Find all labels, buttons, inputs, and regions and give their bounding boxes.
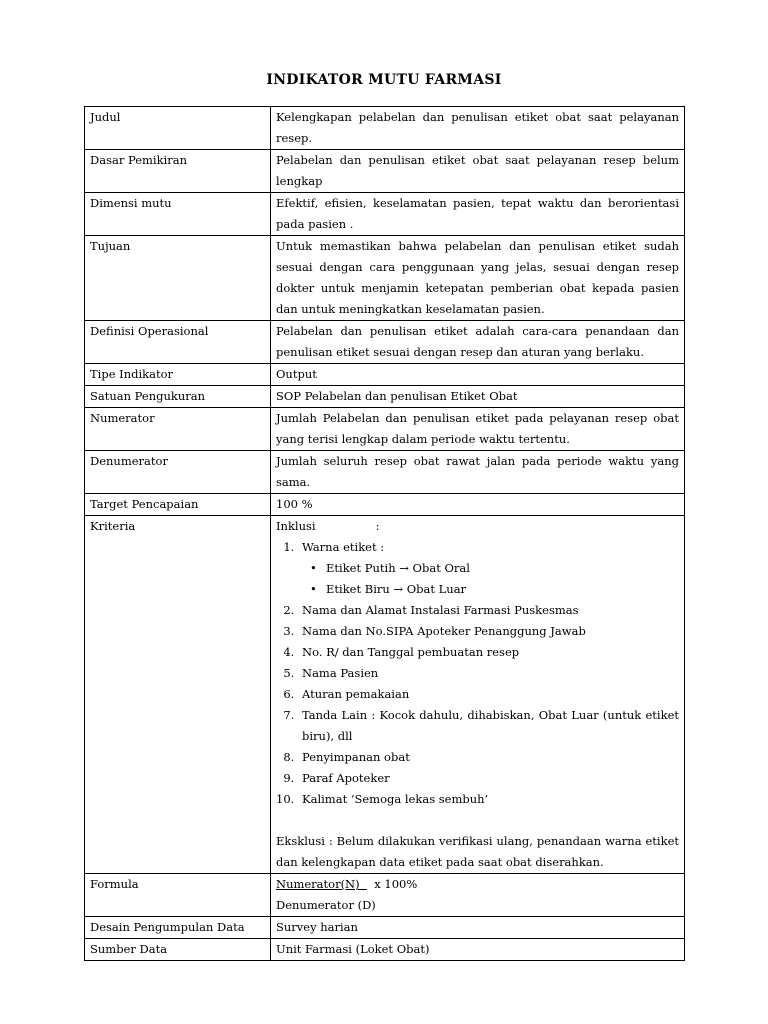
indicator-table [84, 106, 685, 961]
row-label-desain-pengumpulan-data: Desain Pengumpulan Data [85, 917, 271, 939]
row-label-tipe-indikator: Tipe Indikator [85, 364, 271, 386]
list-item: 9. Paraf Apoteker [298, 768, 679, 789]
list-item [298, 537, 679, 600]
row-label-formula: Formula [85, 874, 271, 917]
row-value-definisi-operasional: Pelabelan dan penulisan etiket adalah cara-cara penandaan dan penulisan etiket sesuai dengan resep dan aturan yang berlaku. [271, 321, 685, 364]
row-value-kriteria [271, 516, 685, 874]
table-row [85, 193, 685, 236]
table-row [85, 451, 685, 494]
table-row [85, 236, 685, 321]
row-label-satuan-pengukuran: Satuan Pengukuran [85, 386, 271, 408]
table-row [85, 386, 685, 408]
list-item: 10. Kalimat ‘Semoga lekas sembuh’ [298, 789, 679, 810]
row-value-denumerator: Jumlah seluruh resep obat rawat jalan pada periode waktu yang sama. [271, 451, 685, 494]
row-value-desain-pengumpulan-data: Survey harian [271, 917, 685, 939]
row-value-dimensi-mutu: Efektif, efisien, keselamatan pasien, tepat waktu dan berorientasi pada pasien . [271, 193, 685, 236]
inklusi-colon: : [375, 519, 380, 533]
table-row [85, 107, 685, 150]
inklusi-heading [276, 516, 679, 537]
list-item: • Etiket Biru → Obat Luar [324, 579, 679, 600]
list-item: 8. Penyimpanan obat [298, 747, 679, 768]
list-item: 6. Aturan pemakaian [298, 684, 679, 705]
table-row [85, 321, 685, 364]
row-value-dasar-pemikiran: Pelabelan dan penulisan etiket obat saat pelayanan resep belum lengkap [271, 150, 685, 193]
list-item: 5. Nama Pasien [298, 663, 679, 684]
formula-denominator: Denumerator (D) [276, 898, 376, 912]
row-label-target-pencapaian: Target Pencapaian [85, 494, 271, 516]
list-item: 2. Nama dan Alamat Instalasi Farmasi Puskesmas [298, 600, 679, 621]
row-label-numerator: Numerator [85, 408, 271, 451]
row-label-judul: Judul [85, 107, 271, 150]
formula-multiplier: x 100% [374, 877, 418, 891]
table-row [85, 917, 685, 939]
eksklusi-text: Eksklusi : Belum dilakukan verifikasi ulang, penandaan warna etiket dan kelengkapan data etiket pada saat obat diserahkan. [276, 834, 679, 869]
row-value-judul: Kelengkapan pelabelan dan penulisan etiket obat saat pelayanan resep. [271, 107, 685, 150]
table-row [85, 874, 685, 917]
list-item: 7. Tanda Lain : Kocok dahulu, dihabiskan, Obat Luar (untuk etiket biru), dll [298, 705, 679, 747]
row-value-numerator: Jumlah Pelabelan dan penulisan etiket pada pelayanan resep obat yang terisi lengkap dalam periode waktu tertentu. [271, 408, 685, 451]
row-label-kriteria: Kriteria [85, 516, 271, 874]
table-row [85, 408, 685, 451]
table-row [85, 939, 685, 961]
formula-numerator-line [276, 874, 679, 895]
table-row [85, 150, 685, 193]
row-value-tipe-indikator: Output [271, 364, 685, 386]
kriteria-list [276, 537, 679, 810]
row-value-satuan-pengukuran: SOP Pelabelan dan penulisan Etiket Obat [271, 386, 685, 408]
row-label-denumerator: Denumerator [85, 451, 271, 494]
page-title: INDIKATOR MUTU FARMASI [266, 72, 502, 88]
row-value-target-pencapaian: 100 % [271, 494, 685, 516]
row-label-definisi-operasional: Definisi Operasional [85, 321, 271, 364]
kriteria-item-1: Warna etiket : [302, 540, 385, 554]
table-row [85, 494, 685, 516]
table-row [85, 516, 685, 874]
list-item: 3. Nama dan No.SIPA Apoteker Penanggung Jawab [298, 621, 679, 642]
list-item: 4. No. R/ dan Tanggal pembuatan resep [298, 642, 679, 663]
table-row [85, 364, 685, 386]
row-label-sumber-data: Sumber Data [85, 939, 271, 961]
row-value-tujuan: Untuk memastikan bahwa pelabelan dan penulisan etiket sudah sesuai dengan cara penggunaan yang jelas, sesuai dengan resep dokter untuk menjamin ketepatan pemberian obat kepada pasien dan untuk meningkatkan keselamatan pasien. [271, 236, 685, 321]
warna-etiket-list [302, 558, 679, 600]
row-value-formula [271, 874, 685, 917]
row-label-tujuan: Tujuan [85, 236, 271, 321]
row-label-dimensi-mutu: Dimensi mutu [85, 193, 271, 236]
formula-numerator: Numerator(N) [276, 877, 360, 891]
row-value-sumber-data: Unit Farmasi (Loket Obat) [271, 939, 685, 961]
list-item: • Etiket Putih → Obat Oral [324, 558, 679, 579]
row-label-dasar-pemikiran: Dasar Pemikiran [85, 150, 271, 193]
inklusi-label: Inklusi [276, 519, 316, 533]
